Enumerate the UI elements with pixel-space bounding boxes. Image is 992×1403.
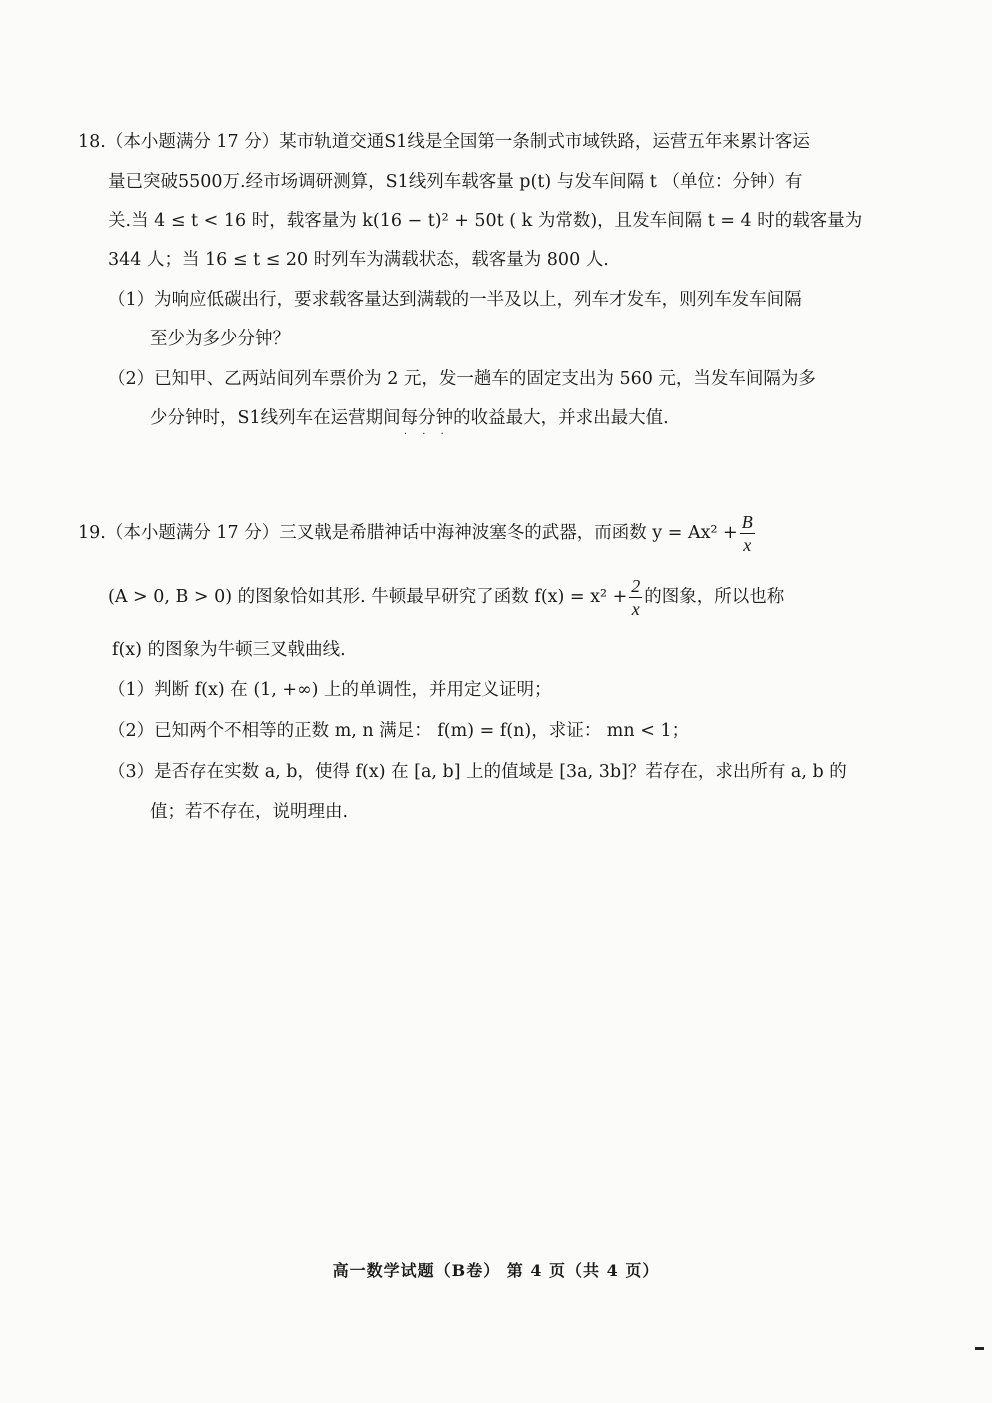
- q18-part2-line-2: [150, 406, 669, 440]
- page-footer: 高一数学试题（B卷） 第 4 页（共 4 页）: [332, 1261, 660, 1280]
- emphasis-dots: · · ·: [403, 429, 450, 440]
- q19-line-2-text-b: 的图象，所以也称: [644, 587, 785, 607]
- fraction-b-over-x: [740, 511, 755, 556]
- q19-line-2: [108, 572, 784, 622]
- q19-line-2-text-a: (A > 0, B > 0) 的图象恰如其形. 牛顿最早研究了函数 f(x) = x² +: [108, 587, 628, 607]
- q18-part2-line-1: （2）已知甲、乙两站间列车票价为 2 元，发一趟车的固定支出为 560 元，当发车间隔为多: [108, 369, 816, 389]
- q18-line-3: 关.当 4 ≤ t < 16 时，载客量为 k(16 − t)² + 50t ( k 为常数)，且发车间隔 t = 4 时的载客量为: [108, 211, 863, 231]
- q19-line-1-text: 19.（本小题满分 17 分）三叉戟是希腊神话中海神波塞冬的武器，而函数 y = Ax² +: [78, 523, 738, 543]
- q18-part1-line-1: （1）为响应低碳出行，要求载客量达到满载的一半及以上，列车才发车，则列车发车间隔: [108, 290, 802, 310]
- fraction-numerator: B: [741, 512, 753, 532]
- emphasis-text: 每分钟: [400, 408, 454, 428]
- fraction-denominator: x: [743, 535, 752, 555]
- q19-line-1: [78, 508, 757, 558]
- q19-part2: （2）已知两个不相等的正数 m, n 满足： f(m) = f(n)，求证： mn < 1；: [108, 721, 690, 741]
- fraction-numerator: 2: [631, 576, 641, 596]
- scan-mark: [975, 1347, 984, 1350]
- q18-part2-text-c: 的收益最大，并求出最大值.: [453, 408, 669, 428]
- q19-line-3: f(x) 的图象为牛顿三叉戟曲线.: [112, 640, 346, 660]
- q18-line-4: 344 人；当 16 ≤ t ≤ 20 时列车为满载状态，载客量为 800 人.: [108, 250, 609, 270]
- emphasis-per-minute: [400, 408, 454, 440]
- q18-line-2: 量已突破5500万.经市场调研测算，S1线列车载客量 p(t) 与发车间隔 t （单位：分钟）有: [108, 172, 803, 192]
- fraction-2-over-x: [629, 575, 642, 620]
- q19-part3-line-1: （3）是否存在实数 a, b，使得 f(x) 在 [a, b] 上的值域是 [3a, 3b]？若存在，求出所有 a, b 的: [108, 762, 847, 782]
- q18-part2-text-a: 少分钟时，S1线列车在运营期间: [150, 408, 401, 428]
- q18-part1-line-2: 至少为多少分钟？: [150, 329, 290, 349]
- q19-part3-line-2: 值；若不存在，说明理由.: [150, 802, 349, 822]
- q18-line-1: 18.（本小题满分 17 分）某市轨道交通S1线是全国第一条制式市域铁路，运营五年来累计客运: [78, 132, 810, 152]
- fraction-denominator: x: [631, 599, 640, 619]
- q19-part1: （1）判断 f(x) 在 (1, +∞) 上的单调性，并用定义证明；: [108, 680, 552, 700]
